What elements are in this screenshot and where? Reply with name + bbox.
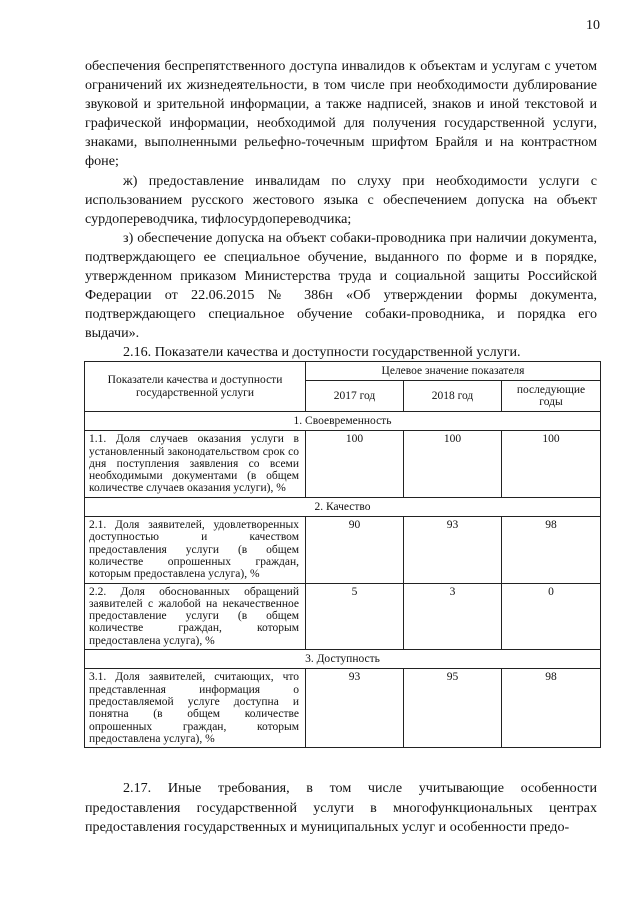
value-2018: 3	[404, 583, 502, 649]
section-title-timeliness: 1. Своевременность	[85, 412, 601, 431]
table-row	[85, 431, 601, 497]
value-later: 98	[502, 669, 601, 748]
value-2017: 90	[306, 517, 404, 583]
header-year-2018: 2018 год	[404, 381, 502, 412]
value-later: 100	[502, 431, 601, 497]
section-row	[85, 412, 601, 431]
table-row	[85, 669, 601, 748]
paragraph-item-z: з) обеспечение допуска на объект собаки-проводника при наличии документа, подтверждающего ее специальное обучение, выданного по форме и в порядке, утвержденном приказом Министерства труда и социальной защиты Российской Федерации от 22.06.2015 № 386н «Об утверждении формы документа, подтверждающего специальное обучение собаки-проводника, и порядка его выдачи».	[85, 229, 597, 342]
quality-indicators-table	[84, 361, 601, 748]
header-year-later: последующие годы	[502, 381, 601, 412]
section-row	[85, 497, 601, 516]
section-row	[85, 650, 601, 669]
section-heading-2-16: 2.16. Показатели качества и доступности государственной услуги.	[123, 344, 521, 361]
body-text	[85, 57, 597, 363]
paragraph-accessibility: обеспечения беспрепятственного доступа инвалидов к объектам и услугам с учетом ограничений их жизнедеятельности, в том числе при необходимости дублирование звуковой и зрительной информации, а также надписей, знаков и иной текстовой и графической информации, необходимой для получения государственной услуги, знаками, выполненными рельефно-точечным шрифтом Брайля и на контрастном фоне;	[85, 58, 597, 170]
indicator-1-1: 1.1. Доля случаев оказания услуги в установленный законодательством срок со дня поступления заявления со всеми необходимыми документами (в общем количестве случаев оказания услуги), %	[85, 431, 306, 497]
section-title-quality: 2. Качество	[85, 497, 601, 516]
paragraph-2-17: 2.17. Иные требования, в том числе учитывающие особенности предоставления государственной услуги в многофункциональных центрах предоставления государственных и муниципальных услуг и особенности предо-	[85, 780, 597, 836]
indicator-2-2: 2.2. Доля обоснованных обращений заявителей с жалобой на некачественное предоставление услуги (в общем количестве граждан, которым предоставлена услуга), %	[85, 583, 306, 649]
page-number: 10	[586, 18, 600, 33]
value-2017: 5	[306, 583, 404, 649]
section-title-accessibility: 3. Доступность	[85, 650, 601, 669]
table-header-row	[85, 362, 601, 381]
indicator-3-1: 3.1. Доля заявителей, считающих, что представленная информация о предоставляемой услуге доступна и понятна (в общем количестве опрошенных граждан, которым предоставлена услуга), %	[85, 669, 306, 748]
header-target-value: Целевое значение показателя	[306, 362, 601, 381]
value-2018: 100	[404, 431, 502, 497]
value-2017: 93	[306, 669, 404, 748]
value-2017: 100	[306, 431, 404, 497]
value-2018: 95	[404, 669, 502, 748]
value-2018: 93	[404, 517, 502, 583]
header-indicator: Показатели качества и доступности государственной услуги	[85, 362, 306, 412]
indicator-2-1: 2.1. Доля заявителей, удовлетворенных доступностью и качеством предоставления услуги (в общем количестве опрошенных граждан, которым предоставлена услуга), %	[85, 517, 306, 583]
table-row	[85, 583, 601, 649]
paragraph-item-zh: ж) предоставление инвалидам по слуху при необходимости услуги с использованием русского жестового языка с обеспечением допуска на объект сурдопереводчика, тифлосурдопереводчика;	[85, 172, 597, 227]
header-year-2017: 2017 год	[306, 381, 404, 412]
value-later: 98	[502, 517, 601, 583]
table-row	[85, 517, 601, 583]
value-later: 0	[502, 583, 601, 649]
footer-text	[85, 779, 597, 838]
